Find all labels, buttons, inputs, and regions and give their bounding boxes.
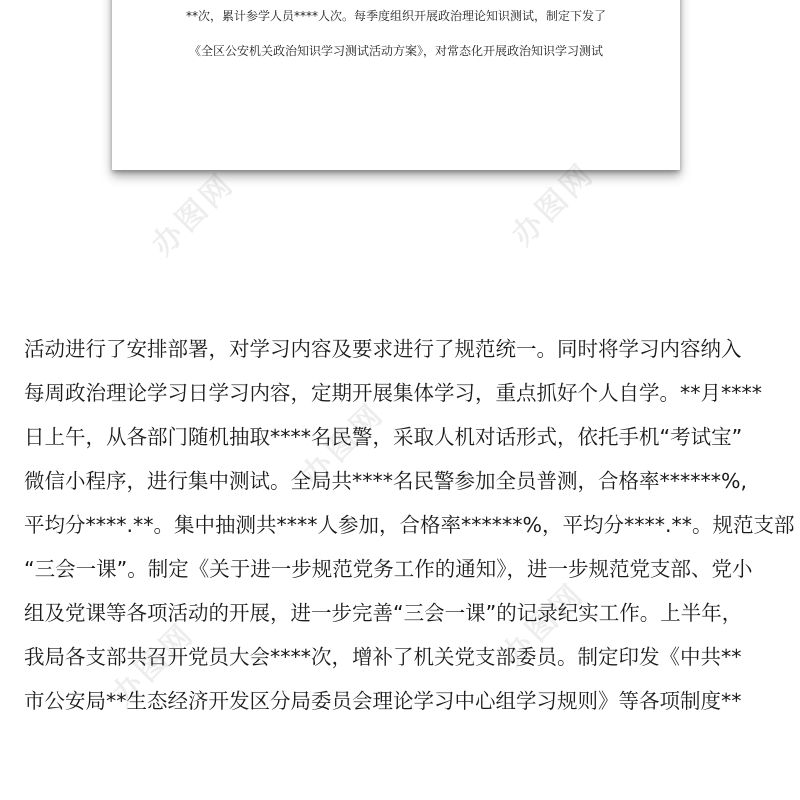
watermark: 办图网 — [505, 156, 602, 253]
watermark: 办图网 — [495, 576, 592, 673]
watermark: 办图网 — [105, 616, 202, 713]
body-text-line: “三会一课”。制定《关于进一步规范党务工作的通知》，进一步规范党支部、党小 — [24, 557, 753, 581]
watermark: 办图网 — [295, 396, 392, 493]
document-page-card — [112, 0, 680, 170]
body-text-line: 每周政治理论学习日学习内容，定期开展集体学习，重点抓好个人自学。**月**** — [24, 381, 762, 405]
body-text-line: 日上午，从各部门随机抽取****名民警，采取人机对话形式，依托手机“考试宝” — [24, 425, 743, 449]
watermark: 办图网 — [145, 166, 242, 263]
body-text-line: 平均分****.**。集中抽测共****人参加，合格率******%，平均分****.**。规范支部 — [24, 513, 795, 537]
body-paragraph — [24, 327, 795, 723]
card-text-line: 《全区公安机关政治知识学习测试活动方案》，对常态化开展政治知识学习测试 — [188, 44, 603, 58]
body-text-line: 市公安局**生态经济开发区分局委员会理论学习中心组学习规则》等各项制度** — [24, 689, 742, 713]
body-text-line: 我局各支部共召开党员大会****次，增补了机关党支部委员。制定印发《中共** — [24, 645, 742, 669]
body-text-line: 微信小程序，进行集中测试。全局共****名民警参加全员普测，合格率******%, — [24, 469, 747, 493]
body-text-line: 组及党课等各项活动的开展，进一步完善“三会一课”的记录纪实工作。上半年， — [24, 601, 743, 625]
body-text-line: 活动进行了安排部署，对学习内容及要求进行了规范统一。同时将学习内容纳入 — [24, 337, 742, 361]
card-text-line: **次，累计参学人员****人次。每季度组织开展政治理论知识测试，制定下发了 — [185, 9, 606, 23]
